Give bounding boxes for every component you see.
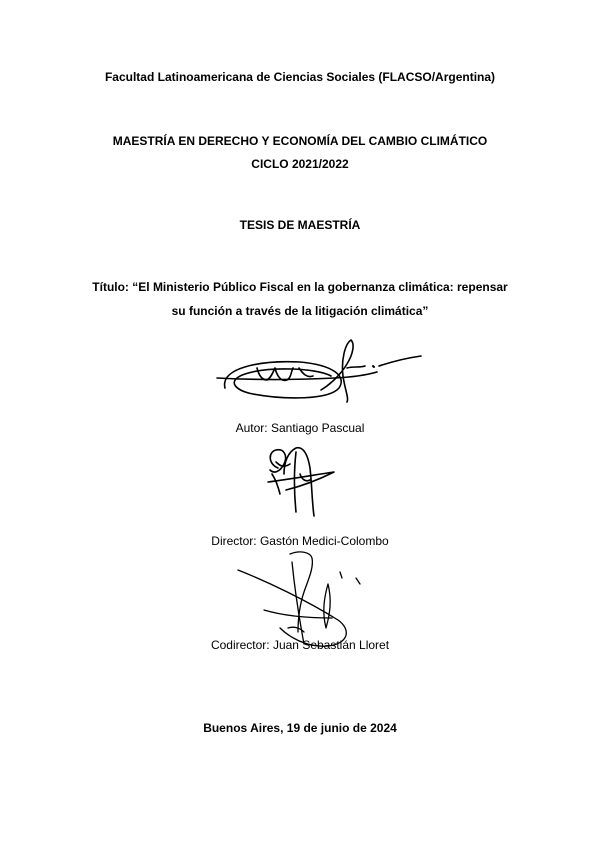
document-type: TESIS DE MAESTRÍA: [239, 218, 361, 232]
thesis-title-line-2: su función a través de la litigación climática”: [171, 304, 429, 318]
director-name: Director: Gastón Medici-Colombo: [211, 534, 389, 548]
author-signature: [215, 338, 430, 408]
thesis-title-line-1: Título: “El Ministerio Público Fiscal en la gobernanza climática: repensar: [92, 280, 508, 294]
author-name: Autor: Santiago Pascual: [235, 421, 365, 435]
program-name: MAESTRÍA EN DERECHO Y ECONOMÍA DEL CAMBIO CLIMÁTICO: [112, 134, 488, 148]
institution-name: Facultad Latinoamericana de Ciencias Sociales (FLACSO/Argentina): [104, 70, 496, 84]
codirector-name: Codirector: Juan Sebastián Lloret: [210, 638, 390, 652]
place-and-date: Buenos Aires, 19 de junio de 2024: [203, 721, 397, 735]
director-signature: [262, 446, 342, 522]
program-cycle: CICLO 2021/2022: [251, 157, 349, 171]
